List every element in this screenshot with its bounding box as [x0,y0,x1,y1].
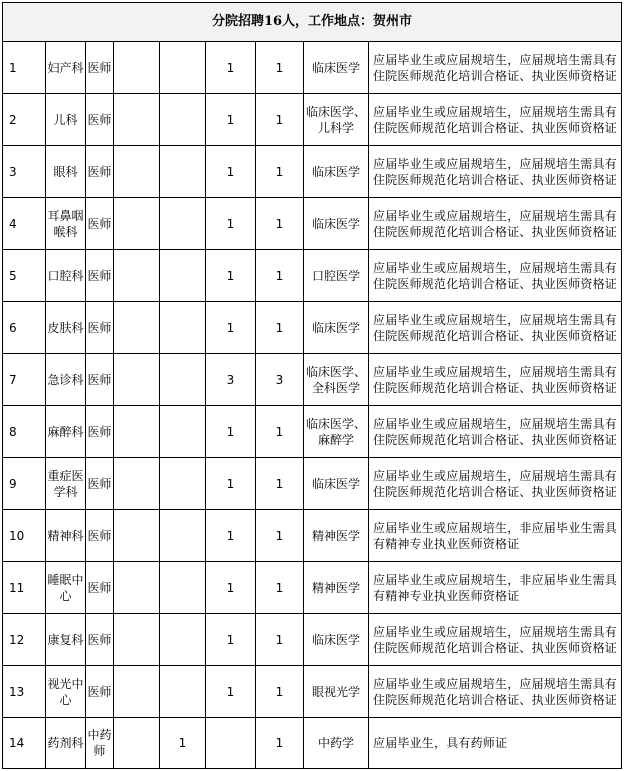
cell-col4 [114,198,160,250]
cell-col5 [160,94,206,146]
cell-count: 1 [206,510,256,562]
cell-col4 [114,302,160,354]
table-row [3,354,622,406]
cell-count: 1 [206,198,256,250]
cell-col5 [160,302,206,354]
cell-position: 中药师 [86,718,114,769]
cell-position: 医师 [86,666,114,718]
cell-col4 [114,406,160,458]
cell-count-total: 1 [256,302,304,354]
cell-requirements: 应届毕业生或应届规培生，应届规培生需具有住院医师规范化培训合格证、执业医师资格证 [369,146,622,198]
cell-requirements: 应届毕业生或应届规培生，应届规培生需具有住院医师规范化培训合格证、执业医师资格证 [369,666,622,718]
table-row [3,718,622,769]
cell-department: 药剂科 [46,718,86,769]
cell-major: 眼视光学 [304,666,369,718]
cell-requirements: 应届毕业生或应届规培生，应届规培生需具有住院医师规范化培训合格证、执业医师资格证 [369,406,622,458]
cell-col4 [114,614,160,666]
cell-major: 临床医学 [304,458,369,510]
cell-index: 13 [3,666,46,718]
cell-col4 [114,562,160,614]
cell-col5 [160,146,206,198]
cell-count-total: 1 [256,146,304,198]
table-row [3,94,622,146]
cell-index: 11 [3,562,46,614]
cell-col4 [114,42,160,94]
cell-department: 重症医学科 [46,458,86,510]
cell-col5 [160,406,206,458]
cell-col4 [114,510,160,562]
cell-requirements: 应届毕业生或应届规培生，应届规培生需具有住院医师规范化培训合格证、执业医师资格证 [369,42,622,94]
recruitment-sheet [2,2,621,769]
cell-col4 [114,666,160,718]
cell-col4 [114,354,160,406]
cell-requirements: 应届毕业生，具有药师证 [369,718,622,769]
cell-count-total: 3 [256,354,304,406]
table-row [3,666,622,718]
cell-position: 医师 [86,302,114,354]
cell-index: 12 [3,614,46,666]
table-title: 分院招聘16人，工作地点：贺州市 [3,3,622,42]
cell-index: 4 [3,198,46,250]
cell-department: 眼科 [46,146,86,198]
cell-position: 医师 [86,562,114,614]
cell-count: 1 [206,614,256,666]
cell-count: 1 [206,94,256,146]
cell-department: 耳鼻咽喉科 [46,198,86,250]
cell-count [206,718,256,769]
cell-department: 急诊科 [46,354,86,406]
cell-col5 [160,666,206,718]
cell-position: 医师 [86,42,114,94]
cell-col5 [160,458,206,510]
cell-col4 [114,250,160,302]
cell-requirements: 应届毕业生或应届规培生，应届规培生需具有住院医师规范化培训合格证、执业医师资格证 [369,94,622,146]
cell-requirements: 应届毕业生或应届规培生，应届规培生需具有住院医师规范化培训合格证、执业医师资格证 [369,302,622,354]
table-row [3,614,622,666]
cell-department: 皮肤科 [46,302,86,354]
cell-col5 [160,354,206,406]
cell-col4 [114,718,160,769]
cell-position: 医师 [86,458,114,510]
table-row [3,250,622,302]
cell-department: 视光中心 [46,666,86,718]
cell-index: 5 [3,250,46,302]
cell-major: 临床医学、儿科学 [304,94,369,146]
table-row [3,146,622,198]
cell-count: 1 [206,562,256,614]
cell-count: 1 [206,42,256,94]
cell-count: 1 [206,458,256,510]
cell-index: 14 [3,718,46,769]
cell-count-total: 1 [256,458,304,510]
cell-department: 口腔科 [46,250,86,302]
cell-col4 [114,458,160,510]
cell-count-total: 1 [256,94,304,146]
cell-position: 医师 [86,614,114,666]
cell-position: 医师 [86,406,114,458]
cell-col5 [160,614,206,666]
cell-department: 妇产科 [46,42,86,94]
recruitment-table [2,2,622,769]
cell-major: 精神医学 [304,562,369,614]
table-row [3,302,622,354]
cell-position: 医师 [86,198,114,250]
cell-index: 1 [3,42,46,94]
cell-major: 临床医学 [304,302,369,354]
cell-major: 精神医学 [304,510,369,562]
cell-index: 2 [3,94,46,146]
cell-count-total: 1 [256,198,304,250]
cell-position: 医师 [86,94,114,146]
cell-count-total: 1 [256,718,304,769]
cell-col5 [160,198,206,250]
cell-position: 医师 [86,146,114,198]
cell-major: 中药学 [304,718,369,769]
table-row [3,510,622,562]
cell-col4 [114,94,160,146]
cell-count: 1 [206,250,256,302]
cell-index: 9 [3,458,46,510]
table-row [3,562,622,614]
cell-count: 3 [206,354,256,406]
cell-major: 临床医学 [304,42,369,94]
cell-count-total: 1 [256,562,304,614]
cell-department: 精神科 [46,510,86,562]
cell-requirements: 应届毕业生或应届规培生，应届规培生需具有住院医师规范化培训合格证、执业医师资格证 [369,198,622,250]
cell-col4 [114,146,160,198]
cell-department: 康复科 [46,614,86,666]
cell-major: 口腔医学 [304,250,369,302]
cell-index: 8 [3,406,46,458]
cell-major: 临床医学、全科医学 [304,354,369,406]
cell-requirements: 应届毕业生或应届规培生，应届规培生需具有住院医师规范化培训合格证、执业医师资格证 [369,614,622,666]
cell-col5 [160,42,206,94]
table-row [3,198,622,250]
cell-requirements: 应届毕业生或应届规培生，应届规培生需具有住院医师规范化培训合格证、执业医师资格证 [369,250,622,302]
title-row [3,3,622,42]
table-row [3,406,622,458]
cell-count-total: 1 [256,406,304,458]
cell-position: 医师 [86,354,114,406]
cell-count-total: 1 [256,42,304,94]
table-row [3,458,622,510]
cell-major: 临床医学 [304,614,369,666]
cell-index: 6 [3,302,46,354]
cell-department: 麻醉科 [46,406,86,458]
cell-count-total: 1 [256,666,304,718]
cell-requirements: 应届毕业生或应届规培生，应届规培生需具有住院医师规范化培训合格证、执业医师资格证 [369,354,622,406]
cell-requirements: 应届毕业生或应届规培生，应届规培生需具有住院医师规范化培训合格证、执业医师资格证 [369,458,622,510]
cell-count-total: 1 [256,614,304,666]
cell-count: 1 [206,146,256,198]
cell-major: 临床医学、麻醉学 [304,406,369,458]
cell-major: 临床医学 [304,146,369,198]
cell-position: 医师 [86,250,114,302]
cell-index: 3 [3,146,46,198]
cell-col5 [160,250,206,302]
cell-requirements: 应届毕业生或应届规培生，非应届毕业生需具有精神专业执业医师资格证 [369,562,622,614]
table-row [3,42,622,94]
cell-position: 医师 [86,510,114,562]
cell-count-total: 1 [256,510,304,562]
cell-department: 儿科 [46,94,86,146]
cell-count-total: 1 [256,250,304,302]
cell-count: 1 [206,406,256,458]
cell-index: 10 [3,510,46,562]
cell-index: 7 [3,354,46,406]
cell-requirements: 应届毕业生或应届规培生，非应届毕业生需具有精神专业执业医师资格证 [369,510,622,562]
cell-col5: 1 [160,718,206,769]
cell-major: 临床医学 [304,198,369,250]
cell-count: 1 [206,666,256,718]
cell-col5 [160,562,206,614]
cell-count: 1 [206,302,256,354]
cell-department: 睡眠中心 [46,562,86,614]
cell-col5 [160,510,206,562]
